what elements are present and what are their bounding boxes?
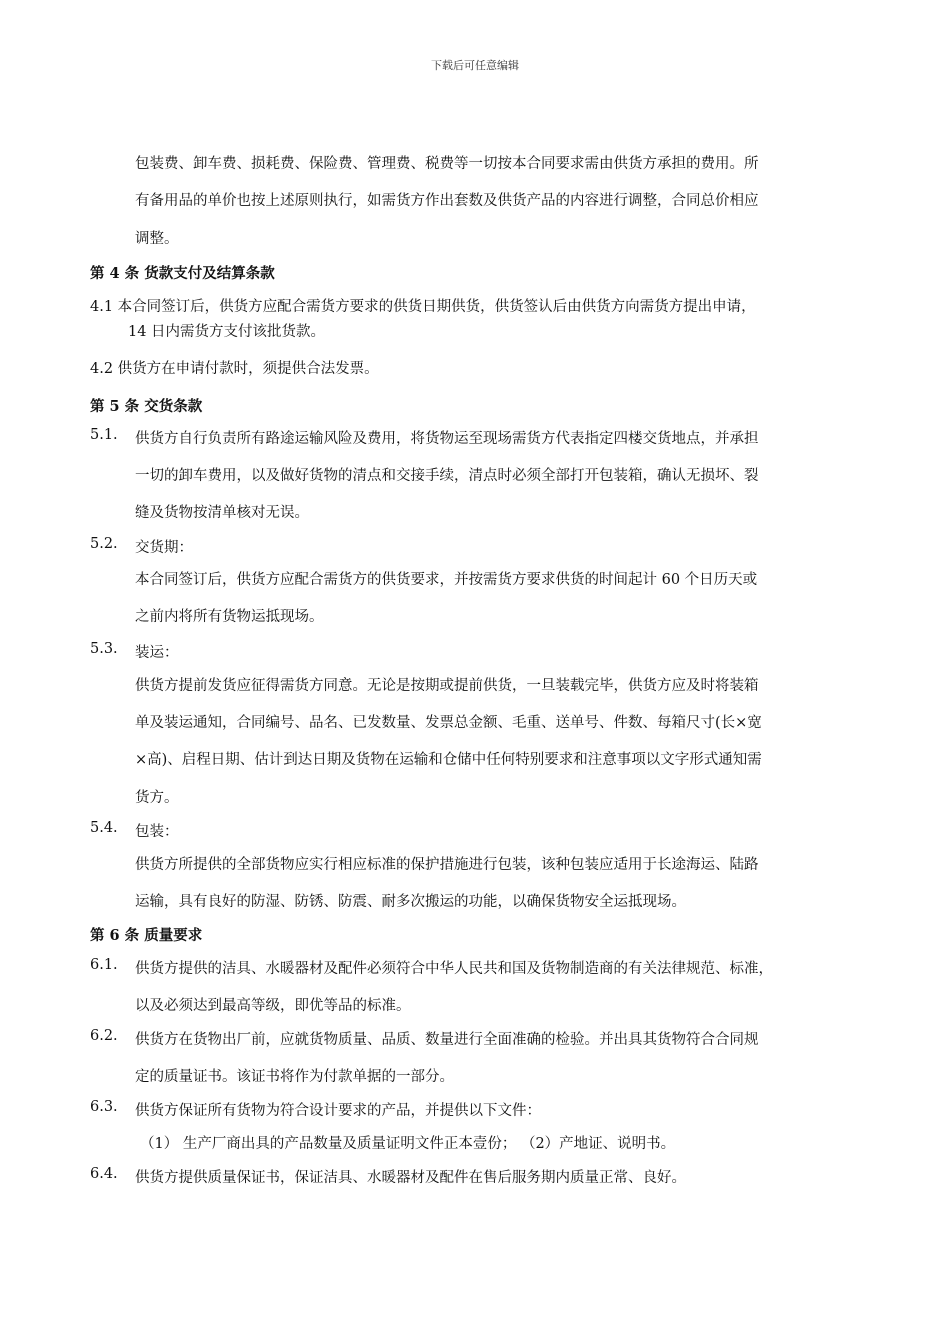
text-line: 单及装运通知，合同编号、品名、已发数量、发票总金额、毛重、送单号、件数、每箱尺寸(长×宽 (135, 715, 762, 731)
text-line: ×高)、启程日期、估计到达日期及货物在运输和仓储中任何特别要求和注意事项以文字形式通知需 (135, 752, 762, 768)
text-line: 4.2 供货方在申请付款时，须提供合法发票。 (90, 361, 379, 377)
text-line: 缝及货物按清单核对无误。 (135, 505, 309, 521)
article-heading: 第 6 条 质量要求 (90, 927, 203, 944)
text-line: 一切的卸车费用，以及做好货物的清点和交接手续，清点时必须全部打开包装箱，确认无损坏、裂 (135, 468, 759, 484)
text-line: 供货方提供质量保证书，保证洁具、水暖器材及配件在售后服务期内质量正常、良好。 (135, 1170, 686, 1186)
text-line: 有备用品的单价也按上述原则执行，如需货方作出套数及供货产品的内容进行调整，合同总价相应 (135, 193, 759, 209)
text-line: 定的质量证书。该证书将作为付款单据的一部分。 (135, 1069, 454, 1085)
clause-number: 5.3. (90, 641, 118, 657)
article-heading: 第 5 条 交货条款 (90, 398, 203, 415)
clause-number: 5.1. (90, 427, 118, 443)
clause-number: 5.2. (90, 536, 118, 552)
text-line: 供货方在货物出厂前，应就货物质量、品质、数量进行全面准确的检验。并出具其货物符合合同规 (135, 1032, 759, 1048)
text-line: 货方。 (135, 790, 179, 806)
text-line: 供货方所提供的全部货物应实行相应标准的保护措施进行包装，该种包装应适用于长途海运、陆路 (135, 857, 759, 873)
text-line: 本合同签订后，供货方应配合需货方的供货要求，并按需货方要求供货的时间起计 60 个日历天或 (135, 572, 758, 588)
clause-label: 装运： (135, 645, 179, 661)
text-line: 供货方保证所有货物为符合设计要求的产品，并提供以下文件： (135, 1103, 541, 1119)
sub-list-line: （1） 生产厂商出具的产品数量及质量证明文件正本壹份； （2）产地证、说明书。 (140, 1136, 676, 1152)
text-line: 供货方自行负责所有路途运输风险及费用，将货物运至现场需货方代表指定四楼交货地点，并承担 (135, 431, 759, 447)
clause-number: 6.2. (90, 1028, 118, 1044)
text-line: 供货方提前发货应征得需货方同意。无论是按期或提前供货，一旦装载完毕，供货方应及时将装箱 (135, 678, 759, 694)
text-line: 运输，具有良好的防湿、防锈、防震、耐多次搬运的功能，以确保货物安全运抵现场。 (135, 894, 686, 910)
clause-number: 5.4. (90, 820, 118, 836)
clause-number: 6.1. (90, 957, 118, 973)
clause-label: 包装： (135, 824, 179, 840)
text-line: 供货方提供的洁具、水暖器材及配件必须符合中华人民共和国及货物制造商的有关法律规范、标准， (135, 961, 773, 977)
text-line: 调整。 (135, 231, 179, 247)
clause-label: 交货期： (135, 540, 193, 556)
clause-number: 6.3. (90, 1099, 118, 1115)
text-line: 包装费、卸车费、损耗费、保险费、管理费、税费等一切按本合同要求需由供货方承担的费用。所 (135, 156, 759, 172)
text-line: 14 日内需货方支付该批货款。 (128, 324, 326, 340)
text-line: 4.1 本合同签订后，供货方应配合需货方要求的供货日期供货，供货签认后由供货方向需货方提出申请， (90, 299, 756, 315)
text-line: 之前内将所有货物运抵现场。 (135, 609, 324, 625)
article-heading: 第 4 条 货款支付及结算条款 (90, 265, 275, 282)
page-header: 下载后可任意编辑 (431, 59, 519, 72)
text-line: 以及必须达到最高等级，即优等品的标准。 (135, 998, 411, 1014)
clause-number: 6.4. (90, 1166, 118, 1182)
